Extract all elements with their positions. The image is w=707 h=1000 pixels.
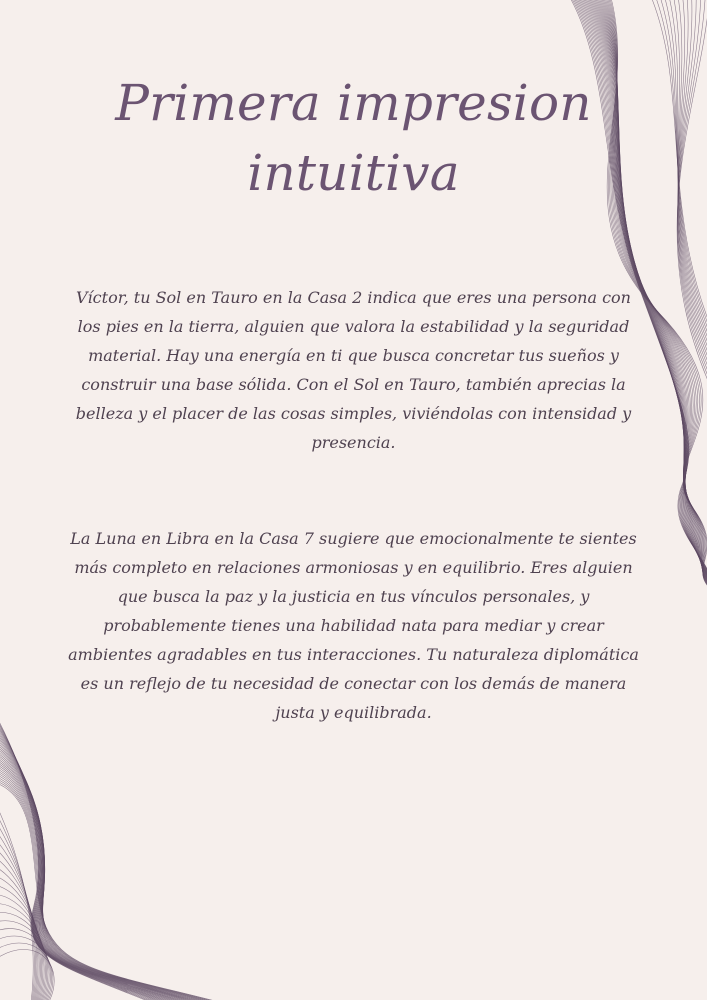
- paragraph-moon-in-libra: La Luna en Libra en la Casa 7 sugiere que emocionalmente te sientes más completo en relaciones armoniosas y en equilibrio. Eres alguien que busca la paz y la justicia en tus vínculos personales, y probablemente tienes una habilidad nata para mediar y crear ambientes agradables en tus interacciones. Tu naturaleza diplomática es un reflejo de tu necesidad de conectar con los demás de manera justa y equilibrada.: [68, 529, 639, 722]
- paragraph-sun-in-taurus: Víctor, tu Sol en Tauro en la Casa 2 indica que eres una persona con los pies en la tierra, alguien que valora la estabilidad y la seguridad material. Hay una energía en ti que busca concretar tus sueños y construir una base sólida. Con el Sol en Tauro, también aprecias la belleza y el placer de las cosas simples, viviéndolas con intensidad y presencia.: [75, 288, 632, 452]
- bottom-left-wave-lines: [0, 712, 250, 1000]
- page-title: Primera impresion intuitiva: [115, 74, 592, 202]
